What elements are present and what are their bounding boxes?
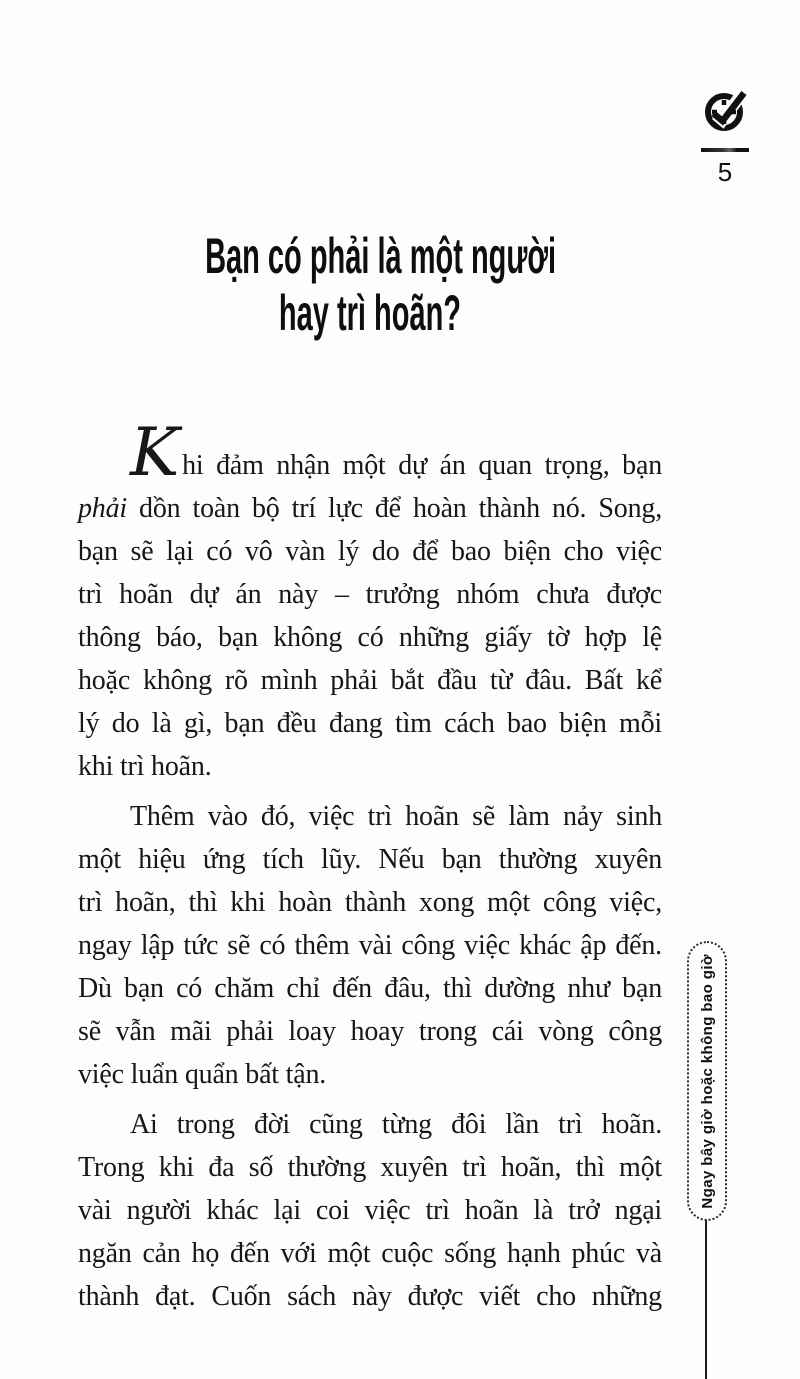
body-line: thông báo, bạn không có những giấy tờ hợp lệ: [78, 622, 662, 653]
body-line: Khi đảm nhận một dự án quan trọng, bạn: [130, 414, 662, 491]
running-title-capsule: [687, 941, 727, 1221]
clock-check-icon: [700, 86, 750, 136]
drop-cap: K: [130, 414, 180, 491]
page-edge-rule: [705, 1220, 707, 1379]
body-line: thành đạt. Cuốn sách này được viết cho những: [78, 1281, 662, 1312]
body-line: khi trì hoãn.: [78, 751, 212, 782]
running-title-label: Ngay bây giờ hoặc không bao giờ: [698, 953, 716, 1209]
paragraph: [78, 795, 662, 1096]
body-line: sẽ vẫn mãi phải loay hoay trong cái vòng công: [78, 1016, 662, 1047]
body-line: vài người khác lại coi việc trì hoãn là trở ngại: [78, 1195, 662, 1226]
body-line: phải dồn toàn bộ trí lực để hoàn thành nó. Song,: [78, 493, 662, 524]
paragraph: [78, 1103, 662, 1318]
body-text: [78, 414, 662, 1318]
body-line: Thêm vào đó, việc trì hoãn sẽ làm nảy sinh: [130, 801, 662, 832]
page-number: 5: [717, 157, 733, 187]
chapter-title-line-1: Bạn có phải là một người: [205, 227, 557, 284]
chapter-title: [78, 228, 662, 342]
chapter-title-line-2: hay trì hoãn?: [278, 284, 462, 341]
body-line: ngay lập tức sẽ có thêm vài công việc khác ập đến.: [78, 930, 662, 961]
body-line: bạn sẽ lại có vô vàn lý do để bao biện cho việc: [78, 536, 662, 567]
body-line: trì hoãn dự án này – trưởng nhóm chưa được: [78, 579, 662, 610]
paragraph: [78, 414, 662, 788]
body-line: lý do là gì, bạn đều đang tìm cách bao biện mỗi: [78, 708, 662, 739]
body-line: Ai trong đời cũng từng đôi lần trì hoãn.: [130, 1109, 662, 1140]
body-line: Trong khi đa số thường xuyên trì hoãn, thì một: [78, 1152, 662, 1183]
body-line: hoặc không rõ mình phải bắt đầu từ đâu. Bất kể: [78, 665, 662, 696]
body-line: việc luẩn quẩn bất tận.: [78, 1059, 327, 1090]
body-line: trì hoãn, thì khi hoàn thành xong một công việc,: [78, 887, 662, 918]
folio-rule: [701, 148, 749, 152]
body-line: Dù bạn có chăm chỉ đến đâu, thì dường như bạn: [78, 973, 662, 1004]
body-line: ngăn cản họ đến với một cuộc sống hạnh phúc và: [78, 1238, 662, 1269]
body-line: một hiệu ứng tích lũy. Nếu bạn thường xuyên: [78, 844, 662, 875]
